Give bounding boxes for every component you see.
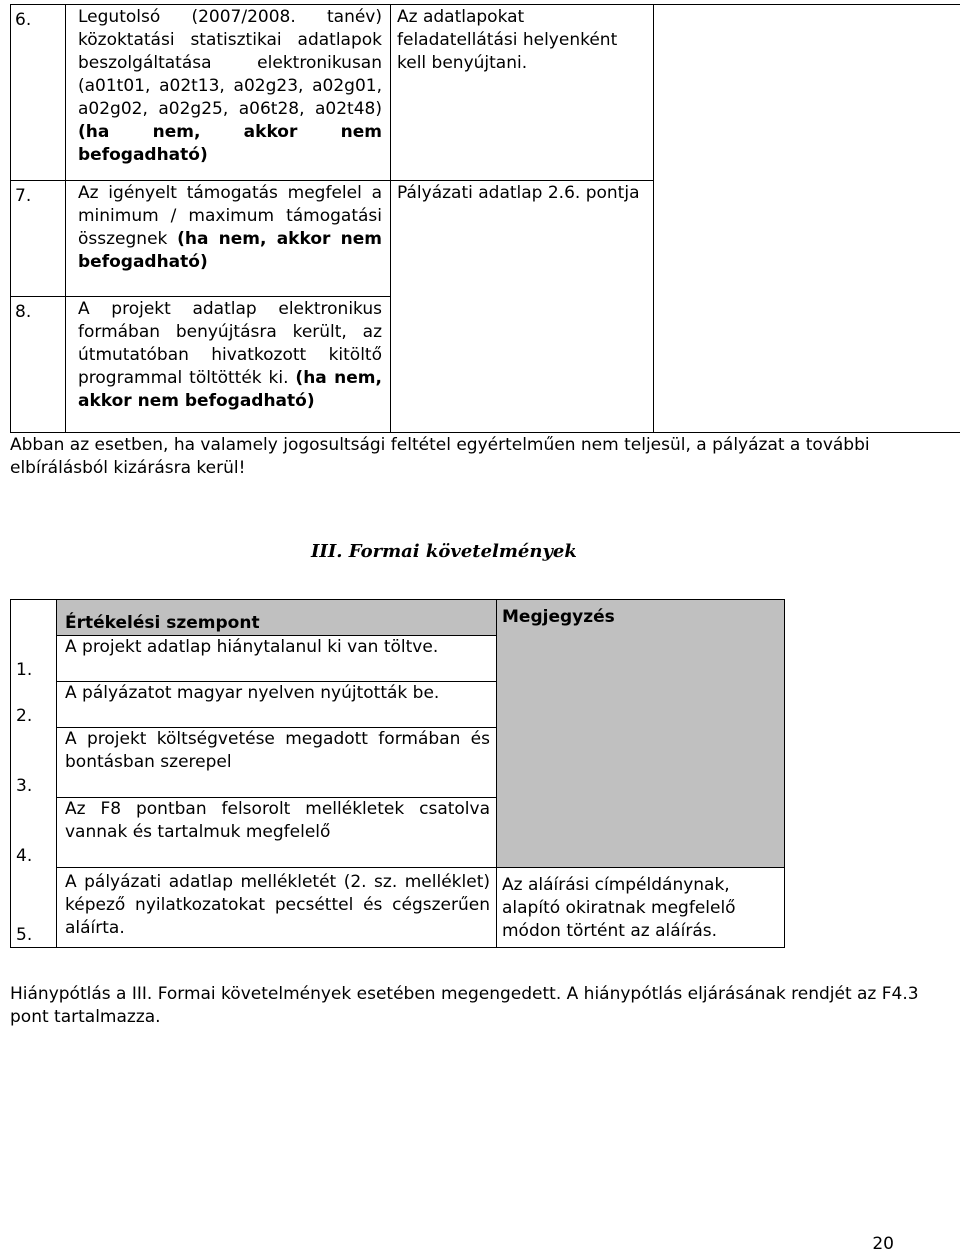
criterion-cell: A projekt költségvetése megadott formában és bontásban szerepel [57,728,497,798]
footer-note: Hiánypótlás a III. Formai követelmények esetében megengedett. A hiánypótlás eljárásának rendjét az F4.3 pont tartalmazza. [10,983,930,1029]
criterion-condition: (ha nem, akkor nem befogadható) [78,229,382,272]
page-number: 20 [872,1234,894,1254]
note-cell [391,181,654,433]
row-number: 6. [11,5,66,181]
criterion-cell: A pályázati adatlap mellékletét (2. sz. melléklet) képező nyilatkozatokat pecséttel és cégszerűen aláírta. [57,868,497,948]
criterion-cell: Az F8 pontban felsorolt mellékletek csatolva vannak és tartalmuk megfelelő [57,798,497,868]
row-number: 8. [11,297,66,433]
row-number: 5. [11,868,57,948]
note-text: Az adatlapokat feladatellátási helyenként kell benyújtani. [397,7,617,73]
table-header-row [11,600,785,636]
header-num-cell [11,600,57,636]
table-row [11,5,960,181]
criterion-condition: (ha nem, akkor nem befogadható) [78,368,382,411]
criterion-condition: (ha nem, akkor nem befogadható) [78,122,382,165]
criterion-cell [66,297,391,433]
row-number: 7. [11,181,66,297]
empty-cell [654,5,960,433]
table-row [11,868,785,948]
eligibility-table [10,4,960,433]
criterion-cell [66,5,391,181]
criterion-text: A projekt adatlap elektronikus formában benyújtásra került, az útmutatóban hivatkozott kitöltő programmal töltötték ki. [78,299,382,388]
header-criterion: Értékelési szempont [57,600,497,636]
note-cell: Az aláírási címpéldánynak, alapító okiratnak megfelelő módon történt az aláírás. [497,868,785,948]
note-text: Pályázati adatlap 2.6. pontja [397,183,639,203]
criterion-text: Az igényelt támogatás megfelel a minimum / maximum támogatási összegnek [78,183,382,249]
criterion-cell: A pályázatot magyar nyelven nyújtották be. [57,682,497,728]
criterion-cell: A projekt adatlap hiánytalanul ki van töltve. [57,636,497,682]
criterion-cell [66,181,391,297]
note-cell [391,5,654,181]
row-number: 3. [11,728,57,798]
section-title: III. Formai követelmények [311,541,577,562]
eligibility-note: Abban az esetben, ha valamely jogosultsági feltétel egyértelműen nem teljesül, a pályázat a további elbírálásból kizárásra kerül! [10,434,930,480]
row-number: 2. [11,682,57,728]
row-number: 4. [11,798,57,868]
criteria-table [10,599,785,948]
header-note: Megjegyzés [497,600,785,868]
row-number: 1. [11,636,57,682]
criterion-text: Legutolsó (2007/2008. tanév) közoktatási statisztikai adatlapok beszolgáltatása elektronikusan (a01t01, a02t13, a02g23, a02g01, a02g02, a02g25, a06t28, a02t48) [78,7,382,119]
